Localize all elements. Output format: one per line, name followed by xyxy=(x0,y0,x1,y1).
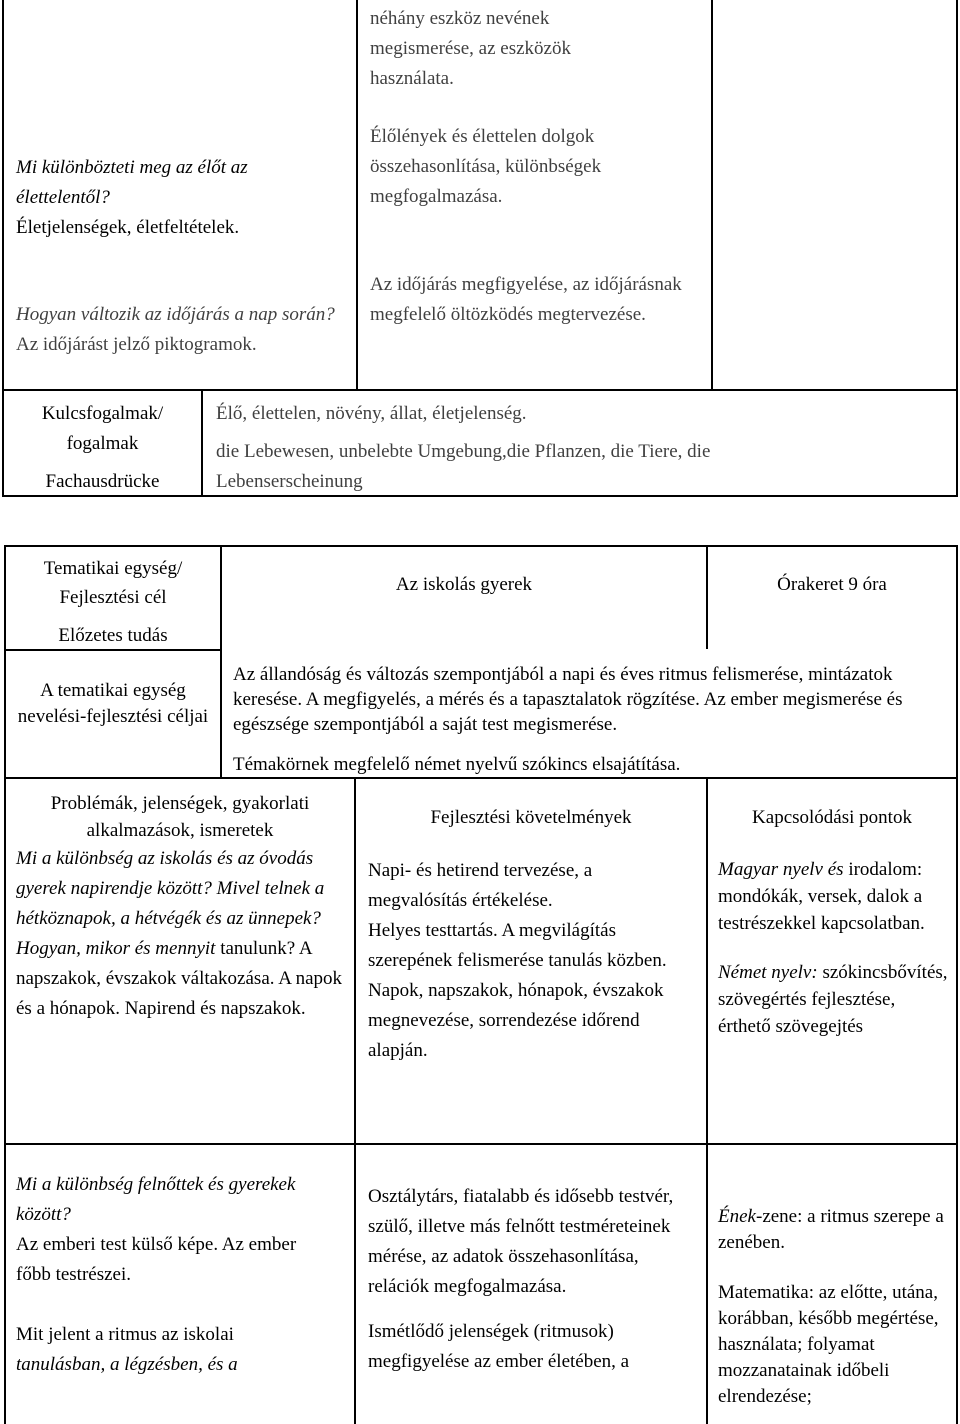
table-border xyxy=(201,389,203,497)
problems-cell: Mi a különbség felnőttek és gyerekek között? Az emberi test külső képe. Az ember főbb testrészei. Mit jelent a ritmus az iskolai tanulásban, a légzésben, és a xyxy=(16,1174,297,1375)
table-border xyxy=(2,0,4,390)
table-border xyxy=(956,545,958,1424)
table-border xyxy=(706,777,708,1424)
table-border xyxy=(956,0,958,497)
goals-text-german: Témakörnek megfelelő német nyelvű szókincs elsajátítása. xyxy=(233,754,681,775)
connections-cell: Ének-zene: a ritmus szerepe a zenében. Matematika: az előtte, utána, korábban, később megértése, használata; folyamat mozzanatainak időbeli elrendezése; xyxy=(718,1206,944,1407)
activity-text: Élőlények és élettelen dolgok összehasonlítása, különbségek megfogalmazása. xyxy=(370,126,602,207)
col-header-connections: Kapcsolódási pontok xyxy=(752,807,912,828)
table-border xyxy=(4,545,958,547)
problems-cell xyxy=(16,844,348,1024)
topic-cell xyxy=(16,153,336,243)
topic-text: Az időjárást jelző piktogramok. xyxy=(16,334,257,355)
key-concepts-de: die Lebewesen, unbelebte Umgebung,die Pflanzen, die Tiere, die Lebenserscheinung xyxy=(216,441,711,492)
col-header-problems: Problémák, jelenségek, gyakorlati alkalmazások, ismeretek xyxy=(50,793,310,841)
hours-label: Órakeret 9 óra xyxy=(777,574,887,595)
topic-question: Hogyan változik az időjárás a nap során? xyxy=(16,304,335,325)
topic-cell xyxy=(16,300,341,360)
connections-cell: Magyar nyelv és irodalom: mondókák, versek, dalok a testrészekkel kapcsolatban. Német nyelv: szókincsbővítés, szövegértés fejlesztése, érthető szövegejtés xyxy=(718,859,948,1037)
goals-label: A tematikai egység nevelési-fejlesztési céljai xyxy=(17,680,209,727)
requirements-cell: Napi- és hetirend tervezése, a megvalósítás értékelése. Helyes testtartás. A megvilágítás szerepének felismerése tanulás közben. Napok, napszakok, hónapok, évszakok megnevezése, sorrendezése időrend alapján. xyxy=(368,860,667,1061)
table-border xyxy=(354,777,356,1424)
topic-text: Életjelenségek, életfeltételek. xyxy=(16,217,240,238)
table-border xyxy=(4,545,6,1424)
key-concepts-hu: Élő, élettelen, növény, állat, életjelenség. xyxy=(216,403,527,424)
prior-knowledge-label: Előzetes tudás xyxy=(58,625,168,646)
unit-label: Tematikai egység/ Fejlesztési cél xyxy=(43,558,183,608)
goals-text: Az állandóság és változás szempontjából a napi és éves ritmus felismerése, mintázatok keresése. A megfigyelés, a mérés és a tapasztalatok rögzítése. Az ember megismerése és egészsége szempontjából a saját test megismerése. xyxy=(233,664,903,735)
table-border xyxy=(711,0,713,390)
col-header-requirements: Fejlesztési követelmények xyxy=(430,807,632,828)
unit-title: Az iskolás gyerek xyxy=(395,574,533,595)
requirements-cell: Osztálytárs, fiatalabb és idősebb testvér, szülő, illetve más felnőtt testméreteinek mérése, az adatok összehasonlítása, relációk megfogalmazása. Ismétlődő jelenségek (ritmusok) megfigyelése az ember életében, a xyxy=(368,1186,674,1372)
problems-topics: tanulunk? A napszakok, évszakok váltakozása. A napok és a hónapok. Napirend és napszakok. xyxy=(16,938,343,1019)
activity-text: néhány eszköz nevének megismerése, az eszközök használata. xyxy=(370,8,571,89)
key-concepts-label: Kulcsfogalmak/ fogalmak Fachausdrücke xyxy=(41,403,164,492)
activity-text: Az időjárás megfigyelése, az időjárásnak megfelelő öltözködés megtervezése. xyxy=(370,274,682,325)
problems-questions: Mi a különbség az iskolás és az óvodás gyerek napirendje között? Mivel telnek a hétköznapok, a hétvégék és az ünnepek? Hogyan, mikor és mennyit xyxy=(16,848,325,959)
table-border xyxy=(4,1143,958,1145)
table-border xyxy=(356,0,358,390)
topic-question: Mi különbözteti meg az élőt az élettelentől? xyxy=(16,157,248,208)
table-border xyxy=(2,389,958,391)
